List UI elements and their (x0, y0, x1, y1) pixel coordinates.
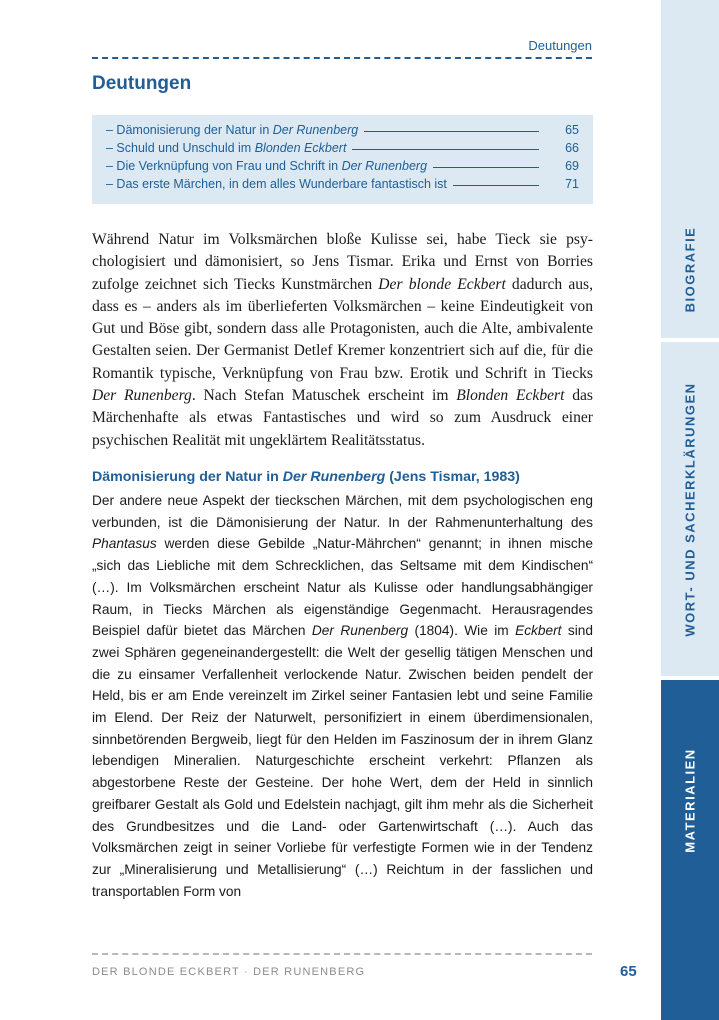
side-tab-label: BIOGRAFIE (682, 226, 698, 312)
toc-entry[interactable] (106, 123, 579, 141)
footer-book-title: DER BLONDE ECKBERT · DER RUNENBERG (92, 966, 366, 978)
page-number: 65 (620, 963, 637, 980)
page-title: Deutungen (92, 73, 192, 94)
toc-entry[interactable] (106, 177, 579, 195)
toc-box (92, 115, 593, 204)
running-head: Deutungen (528, 38, 592, 53)
toc-entry[interactable] (106, 141, 579, 159)
toc-leader (352, 149, 539, 150)
toc-leader (433, 167, 539, 168)
intro-paragraph: Während Natur im Volksmärchen bloße Kulisse sei, habe Tieck sie psychologisiert und dämonisiert, so Jens Tismar. Erika und Ernst von Borries zufolge zeichnet sich Tiecks Kunstmärchen Der blonde Eckbert dadurch aus, dass es – anders als im überlieferten Volksmärchen – keine Eindeutigkeit von Gut und Böse gibt, sondern dass alle Protagonisten, auch die Alte, ambivalente Gestalten seien. Der Germanist Detlef Kremer konzentriert sich auf die, für die Romantik typische, Verknüpfung von Frau bzw. Erotik und Schrift in Tiecks Der Runenberg. Nach Stefan Matuschek erscheint im Blonden Eckbert das Märchenhafte als etwas Fantastisches und wird so zum Ausdruck einer psychischen Realität mit ungeklärtem Realitätsstatus. (92, 231, 593, 449)
side-tab-wort-und-sacherklaerungen[interactable] (661, 342, 719, 676)
toc-entry-text: – Die Verknüpfung von Frau und Schrift in (106, 159, 342, 173)
header-divider (92, 57, 592, 59)
toc-leader (453, 185, 539, 186)
toc-page-number: 71 (565, 177, 579, 191)
section-heading: Dämonisierung der Natur in Der Runenberg (Jens Tismar, 1983) (92, 469, 520, 485)
side-tab-biografie[interactable] (661, 0, 719, 338)
section-body: Der andere neue Aspekt der tieckschen Märchen, mit dem psychologischen eng verbunden, ist die Dämonisierung der Natur. In der Rahmenunterhaltung des Phantasus werden diese Gebilde „Natur-Mährchen“ genannt; in ihnen mische „sich das Liebliche mit dem Schrecklichen, das Seltsame mit dem Kindischen“ (…). Im Volksmärchen erscheint Natur als Kulisse oder handlungsabhängiger Raum, in Tiecks Märchen als eigenständige Gegenmacht. Herausragendes Beispiel dafür bietet das Märchen Der Runenberg (1804). Wie im Eckbert sind zwei Sphären gegeneinandergestellt: die Welt der gesellig tätigen Menschen und die zu einsamer Verfallenheit verlockende Natur. Zwischen beiden pendelt der Held, bis er am Ende vereinzelt im Zirkel seiner Fantasien lebt und seine Familie im Elend. Der Reiz der Naturwelt, personifiziert in einem überdimensionalen, sinnbetörenden Bergweib, liegt für den Helden im Faszinosum der in ihrem Glanz lebendigen Mineralien. Naturgeschichte erscheint verkehrt: Pflanzen als abgestorbene Reste der Gesteine. Der hohe Wert, dem der Held in sinnlich greifbarer Gestalt als Gold und Edelstein nachjagt, gilt ihm mehr als die Sicherheit des Grundbesitzes und die Land- oder Gartenwirtschaft (…). Auch das Volksmärchen zeigt in seiner Vorliebe für verfestigte Formen wie in der Tendenz zur „Mineralisierung und Metallisierung“ (…) Reichtum in der fasslichen und transportablen Form von (92, 493, 593, 899)
toc-entry-text: – Dämonisierung der Natur in (106, 123, 273, 137)
side-tab-materialien[interactable] (661, 680, 719, 1020)
side-tab-label: MATERIALIEN (682, 747, 698, 853)
toc-leader (364, 131, 539, 132)
toc-page-number: 66 (565, 141, 579, 155)
toc-entry-work: Der Runenberg (272, 123, 359, 137)
side-tab-label: WORT- UND SACHERKLÄRUNGEN (682, 381, 698, 637)
toc-entry[interactable] (106, 159, 579, 177)
toc-page-number: 65 (565, 123, 579, 137)
toc-entry-text: – Das erste Märchen, in dem alles Wunderbare fantastisch ist (106, 177, 447, 191)
toc-page-number: 69 (565, 159, 579, 173)
toc-entry-work: Der Runenberg (341, 159, 428, 173)
toc-entry-text: – Schuld und Unschuld im (106, 141, 255, 155)
toc-entry-work: Blonden Eckbert (254, 141, 347, 155)
footer-divider (92, 953, 592, 955)
